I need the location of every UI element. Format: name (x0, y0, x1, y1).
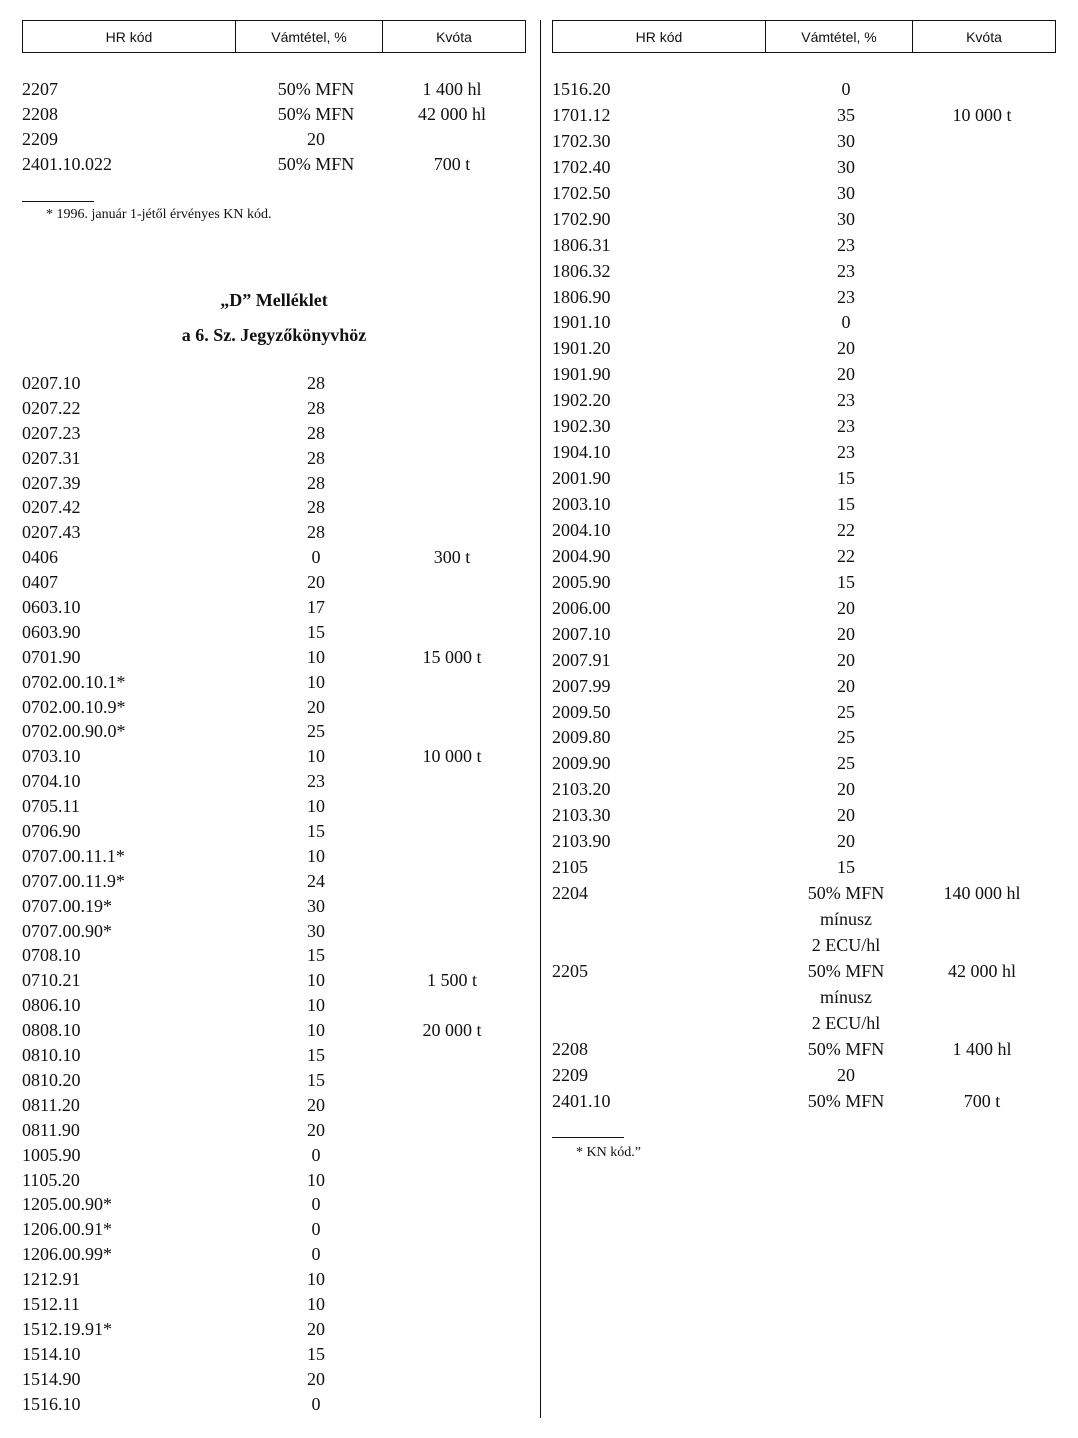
duty-rate-cell: 22 (837, 545, 855, 566)
quota-cell: 42 000 hl (417, 104, 486, 124)
table-row (552, 959, 1056, 985)
duty-rate-cell: 23 (837, 416, 855, 437)
duty-rate-cell: 15 (307, 1045, 325, 1066)
table-row (22, 471, 526, 496)
duty-rate-cell: 20 (307, 572, 325, 593)
hr-code-cell: 0811.90 (22, 1119, 80, 1140)
hr-code-cell: 1902.20 (552, 390, 611, 411)
duty-rate-cell: 50% MFN (277, 154, 355, 174)
duty-rate-cell: 10 (307, 1169, 325, 1190)
table-row (22, 1192, 526, 1217)
quota-cell: 15 000 t (422, 646, 482, 667)
hr-code-cell: 2009.80 (552, 727, 611, 748)
duty-rate-cell: 30 (307, 895, 325, 916)
duty-rate-cell: 10 (307, 746, 325, 767)
footnote-right: * KN kód.” (576, 1145, 641, 1160)
duty-rate-cell: 50% MFN (807, 1090, 885, 1111)
table-row (22, 968, 526, 993)
quota-cell: 1 400 hl (422, 79, 482, 99)
duty-rate-cell: 23 (837, 390, 855, 411)
table-row (22, 769, 526, 794)
duty-rate-cell: 10 (307, 1293, 325, 1314)
hr-code-cell: 0705.11 (22, 796, 80, 817)
table-row (552, 310, 1056, 336)
hr-code-cell: 2007.10 (552, 623, 611, 644)
table-row (22, 1018, 526, 1043)
quota-cell: 42 000 hl (947, 960, 1016, 981)
duty-rate-cell: 0 (841, 79, 851, 99)
table-row (22, 520, 526, 545)
duty-rate-cell: 50% MFN (277, 79, 355, 99)
duty-rate-cell: 30 (837, 208, 855, 229)
table-row (22, 595, 526, 620)
quota-cell: 300 t (433, 547, 471, 568)
duty-rate-cell: 20 (307, 1119, 325, 1140)
duty-rate-cell: 20 (837, 1064, 855, 1085)
duty-rate-cell: mínusz (820, 909, 872, 929)
duty-rate-cell: 20 (307, 1094, 325, 1115)
table-row (22, 371, 526, 396)
duty-rate-cell: 23 (837, 234, 855, 255)
duty-rate-cell: 23 (837, 442, 855, 463)
hr-code-cell: 0702.00.90.0* (22, 721, 126, 742)
duty-rate-cell: 15 (837, 494, 855, 514)
duty-rate-cell: 20 (837, 623, 855, 644)
duty-rate-cell: 10 (307, 646, 325, 667)
hr-code-cell: 0603.10 (22, 597, 81, 618)
table-row (22, 1143, 526, 1168)
duty-rate-cell: 17 (307, 597, 325, 618)
duty-rate-cell: 0 (841, 312, 851, 333)
duty-rate-cell: 50% MFN (807, 960, 885, 981)
table-row (22, 421, 526, 446)
hr-code-cell: 0407 (22, 572, 58, 593)
table-row (552, 492, 1056, 518)
duty-rate-cell: 20 (837, 649, 855, 670)
hr-code-cell: 2005.90 (552, 571, 611, 592)
table-row (552, 1089, 1056, 1115)
table-row (552, 414, 1056, 440)
duty-rate-cell: 20 (307, 129, 325, 149)
table-row (22, 102, 526, 127)
hr-code-cell: 2004.10 (552, 519, 611, 540)
duty-rate-cell: 10 (307, 671, 325, 692)
duty-rate-cell: 25 (307, 721, 325, 742)
hr-code-cell: 0707.00.90* (22, 920, 112, 941)
footnote-rule-left (22, 201, 94, 202)
header-quota: Kvóta (436, 28, 472, 45)
table-row (552, 829, 1056, 855)
quota-cell: 10 000 t (952, 104, 1012, 125)
hr-code-cell: 0603.90 (22, 621, 81, 642)
table-row (22, 1093, 526, 1118)
table-row (22, 1068, 526, 1093)
hr-code-cell: 2103.90 (552, 831, 611, 852)
hr-code-cell: 2105 (552, 857, 588, 878)
duty-rate-cell: 25 (837, 753, 855, 774)
table-row (22, 152, 526, 177)
hr-code-cell: 1206.00.91* (22, 1219, 112, 1240)
footnote-rule-right (552, 1137, 624, 1138)
duty-rate-cell: mínusz (820, 986, 872, 1007)
table-row (552, 129, 1056, 155)
hr-code-cell: 2205 (552, 960, 588, 981)
duty-rate-cell: 23 (307, 771, 325, 792)
duty-rate-cell: 24 (307, 870, 325, 891)
hr-code-cell: 0710.21 (22, 970, 81, 991)
hr-code-cell: 2001.90 (552, 468, 611, 489)
table-row (22, 77, 526, 102)
table-row (22, 446, 526, 471)
hr-code-cell: 0810.10 (22, 1045, 81, 1066)
hr-code-cell: 0406 (22, 547, 58, 568)
hr-code-cell: 0702.00.10.1* (22, 671, 126, 692)
table-row (552, 855, 1056, 881)
duty-rate-cell: 2 ECU/hl (811, 934, 881, 955)
duty-rate-cell: 28 (307, 447, 325, 468)
hr-code-cell: 2004.90 (552, 545, 611, 566)
table-row (22, 670, 526, 695)
hr-code-cell: 0207.39 (22, 472, 81, 493)
header-hr-code: HR kód (23, 21, 236, 52)
hr-code-cell: 0810.20 (22, 1069, 81, 1090)
duty-rate-cell: 20 (837, 831, 855, 852)
quota-cell: 10 000 t (422, 746, 482, 767)
duty-rate-cell: 20 (307, 696, 325, 717)
table-row (552, 518, 1056, 544)
duty-rate-cell: 28 (307, 373, 325, 393)
duty-rate-cell: 10 (307, 1020, 325, 1041)
header-hr-code: HR kód (553, 21, 766, 52)
header-duty-rate: Vámtétel, % (236, 21, 383, 52)
hr-code-cell: 0207.31 (22, 447, 81, 468)
hr-code-cell: 1514.10 (22, 1343, 81, 1364)
hr-code-cell: 1005.90 (22, 1144, 81, 1165)
hr-code-cell: 0207.23 (22, 422, 81, 443)
hr-code-cell: 1512.19.91* (22, 1318, 112, 1339)
hr-code-cell: 0808.10 (22, 1020, 81, 1041)
table-row (22, 1317, 526, 1342)
header-quota: Kvóta (966, 28, 1002, 45)
hr-code-cell: 0703.10 (22, 746, 81, 767)
right-main-rows (552, 77, 1056, 1115)
hr-code-cell: 0706.90 (22, 821, 81, 842)
hr-code-cell: 1702.30 (552, 130, 611, 151)
duty-rate-cell: 50% MFN (807, 883, 885, 904)
table-row (552, 207, 1056, 233)
hr-code-cell: 1901.90 (552, 364, 611, 385)
duty-rate-cell: 30 (837, 130, 855, 151)
hr-code-cell: 1514.90 (22, 1368, 81, 1389)
hr-code-cell: 2401.10 (552, 1090, 611, 1111)
table-row (22, 1367, 526, 1392)
table-row (22, 1168, 526, 1193)
hr-code-cell: 1516.20 (552, 79, 611, 99)
hr-code-cell: 0207.22 (22, 397, 81, 418)
table-row (552, 466, 1056, 492)
duty-rate-cell: 50% MFN (807, 1038, 885, 1059)
duty-rate-cell: 28 (307, 472, 325, 493)
hr-code-cell: 2209 (552, 1064, 588, 1085)
hr-code-cell: 2006.00 (552, 597, 611, 618)
table-row (552, 155, 1056, 181)
table-header-right (552, 20, 1056, 53)
table-row (22, 943, 526, 968)
hr-code-cell: 0811.20 (22, 1094, 80, 1115)
duty-rate-cell: 15 (837, 857, 855, 878)
duty-rate-cell: 50% MFN (277, 104, 355, 124)
duty-rate-cell: 0 (311, 1393, 321, 1414)
table-row (22, 894, 526, 919)
hr-code-cell: 2209 (22, 129, 58, 149)
duty-rate-cell: 15 (307, 945, 325, 966)
hr-code-cell: 1806.31 (552, 234, 611, 255)
duty-rate-cell: 15 (307, 1343, 325, 1364)
table-row (552, 362, 1056, 388)
table-row (552, 285, 1056, 311)
hr-code-cell: 2204 (552, 883, 588, 904)
table-row (22, 844, 526, 869)
table-row (552, 725, 1056, 751)
duty-rate-cell: 0 (311, 1144, 321, 1165)
duty-rate-cell: 20 (307, 1368, 325, 1389)
table-row (22, 919, 526, 944)
duty-rate-cell: 20 (307, 1318, 325, 1339)
duty-rate-cell: 10 (307, 995, 325, 1016)
table-header-left (22, 20, 526, 53)
footnote-left: * 1996. január 1-jétől érvényes KN kód. (46, 207, 272, 222)
left-top-rows (22, 77, 526, 177)
hr-code-cell: 0707.00.11.1* (22, 845, 125, 866)
duty-rate-cell: 28 (307, 497, 325, 518)
duty-rate-cell: 10 (307, 845, 325, 866)
duty-rate-cell: 10 (307, 796, 325, 817)
hr-code-cell: 1806.90 (552, 286, 611, 307)
duty-rate-cell: 20 (837, 338, 855, 359)
hr-code-cell: 1901.10 (552, 312, 611, 333)
duty-rate-cell: 30 (307, 920, 325, 941)
table-row (552, 985, 1056, 1011)
duty-rate-cell: 0 (311, 1194, 321, 1215)
duty-rate-cell: 15 (837, 571, 855, 592)
duty-rate-cell: 23 (837, 286, 855, 307)
hr-code-cell: 1206.00.99* (22, 1244, 112, 1265)
table-row (22, 545, 526, 570)
column-divider (540, 20, 541, 1418)
table-row (22, 570, 526, 595)
table-row (552, 933, 1056, 959)
section-subtitle: a 6. Sz. Jegyzőkönyvhöz (181, 325, 367, 345)
table-row (552, 336, 1056, 362)
hr-code-cell: 0707.00.11.9* (22, 870, 125, 891)
quota-cell: 20 000 t (422, 1020, 482, 1041)
table-row (552, 648, 1056, 674)
table-row (22, 993, 526, 1018)
duty-rate-cell: 15 (307, 821, 325, 842)
quota-cell: 1 500 t (426, 970, 477, 991)
table-row (552, 388, 1056, 414)
table-row (552, 674, 1056, 700)
duty-rate-cell: 0 (311, 1219, 321, 1240)
table-row (552, 622, 1056, 648)
table-row (22, 1292, 526, 1317)
table-row (22, 495, 526, 520)
duty-rate-cell: 20 (837, 675, 855, 696)
table-row (552, 544, 1056, 570)
duty-rate-cell: 10 (307, 1269, 325, 1290)
table-row (552, 1037, 1056, 1063)
hr-code-cell: 2103.20 (552, 779, 611, 800)
hr-code-cell: 2009.90 (552, 753, 611, 774)
duty-rate-cell: 23 (837, 260, 855, 281)
duty-rate-cell: 20 (837, 597, 855, 618)
table-row (552, 751, 1056, 777)
table-row (22, 127, 526, 152)
table-row (552, 700, 1056, 726)
table-row (552, 77, 1056, 103)
header-duty-rate: Vámtétel, % (766, 21, 913, 52)
table-row (552, 259, 1056, 285)
hr-code-cell: 0708.10 (22, 945, 81, 966)
table-row (22, 869, 526, 894)
hr-code-cell: 2007.99 (552, 675, 611, 696)
hr-code-cell: 1902.30 (552, 416, 611, 437)
hr-code-cell: 0806.10 (22, 995, 81, 1016)
table-row (552, 1011, 1056, 1037)
table-row (22, 645, 526, 670)
table-row (552, 440, 1056, 466)
table-row (552, 881, 1056, 907)
duty-rate-cell: 15 (837, 468, 855, 489)
table-row (22, 1118, 526, 1143)
hr-code-cell: 1904.10 (552, 442, 611, 463)
duty-rate-cell: 20 (837, 779, 855, 800)
hr-code-cell: 1702.50 (552, 182, 611, 203)
table-row (552, 907, 1056, 933)
quota-cell: 140 000 hl (943, 883, 1021, 904)
table-row (22, 1217, 526, 1242)
table-row (552, 181, 1056, 207)
hr-code-cell: 1901.20 (552, 338, 611, 359)
hr-code-cell: 1702.90 (552, 208, 611, 229)
table-row (552, 777, 1056, 803)
hr-code-cell: 2401.10.022 (22, 154, 112, 174)
table-row (552, 596, 1056, 622)
table-row (22, 1043, 526, 1068)
duty-rate-cell: 15 (307, 621, 325, 642)
duty-rate-cell: 20 (837, 805, 855, 826)
duty-rate-cell: 25 (837, 701, 855, 722)
quota-cell: 700 t (963, 1090, 1001, 1111)
table-row (22, 1267, 526, 1292)
table-row (22, 620, 526, 645)
hr-code-cell: 2003.10 (552, 494, 611, 514)
hr-code-cell: 0707.00.19* (22, 895, 112, 916)
duty-rate-cell: 35 (837, 104, 855, 125)
duty-rate-cell: 28 (307, 522, 325, 543)
quota-cell: 1 400 hl (952, 1038, 1012, 1059)
hr-code-cell: 0701.90 (22, 646, 81, 667)
section-title: „D” Melléklet (220, 290, 328, 310)
table-row (552, 803, 1056, 829)
duty-rate-cell: 25 (837, 727, 855, 748)
hr-code-cell: 0702.00.10.9* (22, 696, 126, 717)
hr-code-cell: 0704.10 (22, 771, 81, 792)
table-row (552, 1063, 1056, 1089)
left-main-rows (22, 371, 526, 1416)
table-row (552, 233, 1056, 259)
duty-rate-cell: 0 (311, 547, 321, 568)
table-row (22, 819, 526, 844)
hr-code-cell: 1701.12 (552, 104, 611, 125)
hr-code-cell: 1512.11 (22, 1293, 80, 1314)
hr-code-cell: 1516.10 (22, 1393, 81, 1414)
table-row (22, 1242, 526, 1267)
hr-code-cell: 1105.20 (22, 1169, 80, 1190)
duty-rate-cell: 28 (307, 397, 325, 418)
duty-rate-cell: 15 (307, 1069, 325, 1090)
duty-rate-cell: 22 (837, 519, 855, 540)
hr-code-cell: 0207.10 (22, 373, 81, 393)
table-row (22, 695, 526, 720)
hr-code-cell: 2207 (22, 79, 58, 99)
hr-code-cell: 1702.40 (552, 156, 611, 177)
quota-cell: 700 t (433, 154, 471, 174)
table-row (22, 719, 526, 744)
hr-code-cell: 1205.00.90* (22, 1194, 112, 1215)
hr-code-cell: 0207.42 (22, 497, 81, 518)
duty-rate-cell: 30 (837, 182, 855, 203)
table-row (552, 570, 1056, 596)
table-row (22, 744, 526, 769)
duty-rate-cell: 10 (307, 970, 325, 991)
hr-code-cell: 2103.30 (552, 805, 611, 826)
hr-code-cell: 0207.43 (22, 522, 81, 543)
duty-rate-cell: 30 (837, 156, 855, 177)
hr-code-cell: 2208 (22, 104, 58, 124)
hr-code-cell: 2208 (552, 1038, 588, 1059)
table-row (552, 103, 1056, 129)
hr-code-cell: 2007.91 (552, 649, 611, 670)
table-row (22, 1342, 526, 1367)
table-row (22, 794, 526, 819)
hr-code-cell: 1212.91 (22, 1269, 81, 1290)
table-row (22, 396, 526, 421)
duty-rate-cell: 2 ECU/hl (811, 1012, 881, 1033)
hr-code-cell: 2009.50 (552, 701, 611, 722)
hr-code-cell: 1806.32 (552, 260, 611, 281)
table-row (22, 1392, 526, 1417)
duty-rate-cell: 28 (307, 422, 325, 443)
duty-rate-cell: 0 (311, 1244, 321, 1265)
duty-rate-cell: 20 (837, 364, 855, 385)
